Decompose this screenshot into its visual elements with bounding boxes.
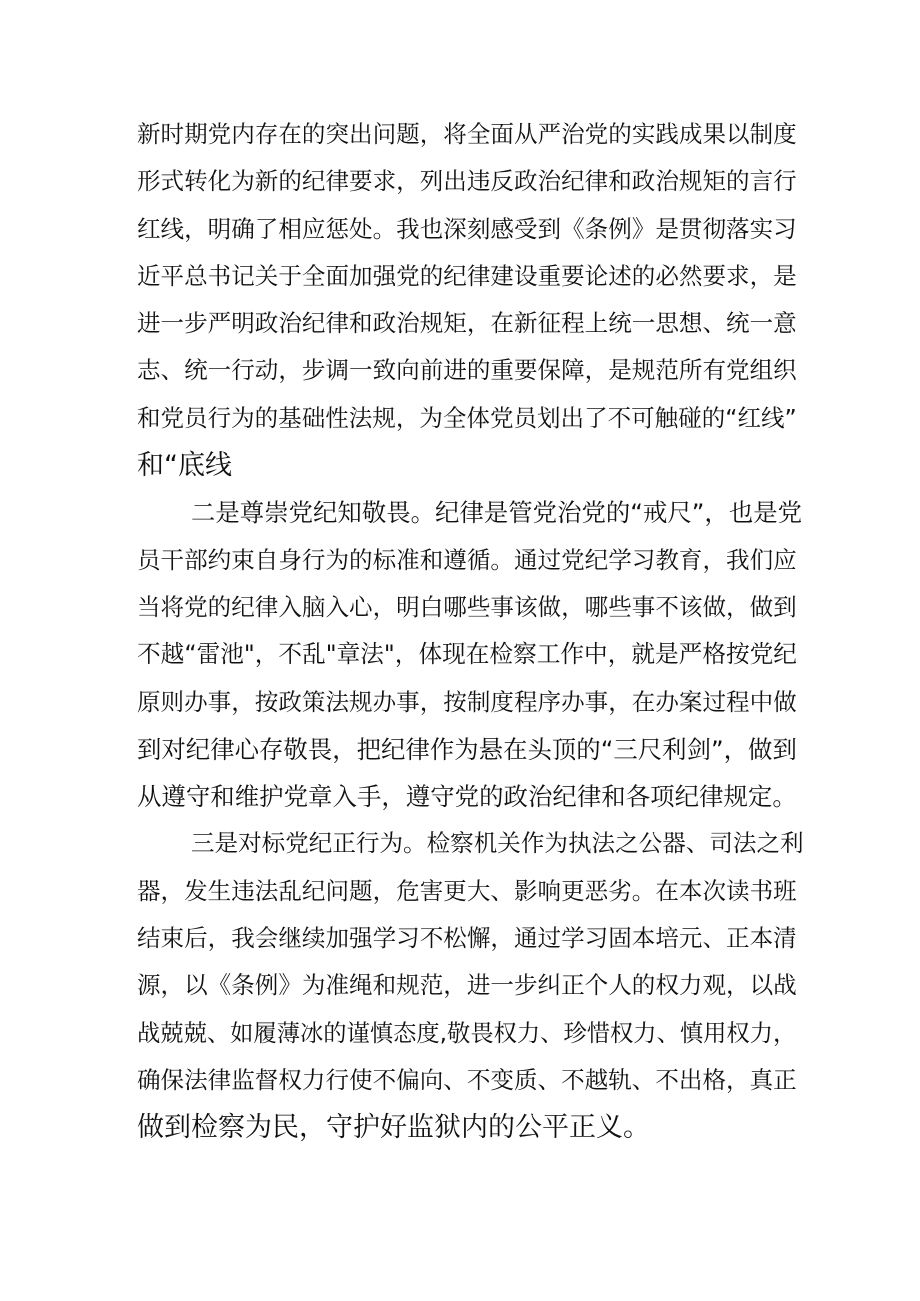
text-line: 战兢兢、如履薄冰的谨慎态度,敬畏权力、珍惜权力、慎用权力， (137, 1019, 797, 1047)
text-line: 二是尊崇党纪知敬畏。纪律是管党治党的“戒尺”，也是党 (191, 498, 803, 528)
text-line: 红线，明确了相应惩处。我也深刻感受到《条例》是贯彻落实习 (137, 214, 797, 243)
paragraph-point-two (137, 489, 803, 820)
text-line: 三是对标党纪正行为。检察机关作为执法之公器、司法之利 (191, 829, 804, 858)
text-line: 从遵守和维护党章入手，遵守党的政治纪律和各项纪律规定。 (137, 782, 797, 812)
text-line: 做到检察为民，守护好监狱内的公平正义。 (137, 1112, 650, 1144)
text-line: 不越“雷池"，不乱"章法"，体现在检察工作中，就是严格按党纪 (137, 640, 797, 669)
text-line: 志、统一行动，步调一致向前进的重要保障，是规范所有党组织 (137, 356, 797, 385)
text-line: 结束后，我会继续加强学习不松懈，通过学习固本培元、正本清 (137, 924, 797, 953)
text-line: 和“底线 (137, 450, 232, 482)
text-line: 员干部约束自身行为的标准和遵循。通过党纪学习教育，我们应 (137, 545, 797, 574)
paragraph-continuation (137, 111, 797, 489)
text-line: 形式转化为新的纪律要求，列出违反政治纪律和政治规矩的言行 (137, 167, 797, 196)
paragraph-point-three (137, 820, 804, 1151)
text-line: 原则办事，按政策法规办事，按制度程序办事，在办案过程中做 (137, 687, 797, 716)
text-line: 当将党的纪律入脑入心，明白哪些事该做，哪些事不该做，做到 (137, 592, 797, 621)
text-line: 器，发生违法乱纪问题，危害更大、影响更恶劣。在本次读书班 (137, 876, 797, 905)
text-line: 确保法律监督权力行使不偏向、不变质、不越轨、不出格，真正 (137, 1065, 797, 1094)
document-body (137, 111, 804, 1152)
text-line: 进一步严明政治纪律和政治规矩，在新征程上统一思想、统一意 (137, 309, 797, 338)
text-line: 和党员行为的基础性法规，为全体党员划出了不可触碰的“红线” (137, 403, 797, 432)
text-line: 到对纪律心存敬畏，把纪律作为悬在头顶的“三尺利剑”，做到 (137, 734, 797, 764)
text-line: 新时期党内存在的突出问题，将全面从严治党的实践成果以制度 (137, 120, 797, 148)
text-line: 源，以《条例》为准绳和规范，进一步纠正个人的权力观，以战 (137, 971, 797, 1000)
text-line: 近平总书记关于全面加强党的纪律建设重要论述的必然要求，是 (137, 261, 797, 290)
